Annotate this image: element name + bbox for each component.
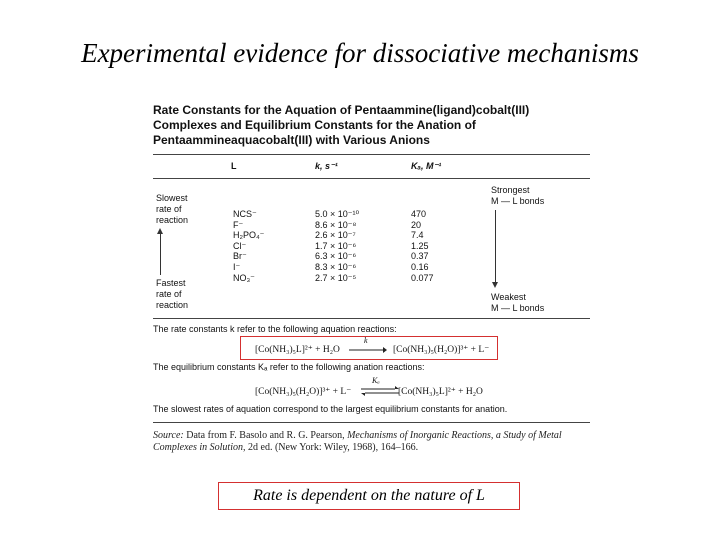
anation-reactants: [Co(NH₃)₅(H₂O)]³⁺ + L⁻ bbox=[255, 387, 352, 397]
arrow-shaft bbox=[495, 210, 496, 284]
slowest-text: Slowest bbox=[156, 193, 188, 203]
ka-column bbox=[411, 209, 434, 283]
k-cell: 2.7 × 10⁻⁵ bbox=[315, 272, 357, 283]
fastest-label bbox=[156, 278, 188, 311]
table-title-line: Pentaammineaquacobalt(III) with Various Anions bbox=[153, 133, 430, 147]
aquation-k-label: k bbox=[364, 336, 368, 345]
arrow-shaft bbox=[160, 233, 161, 275]
source-book-title: Mechanisms of Inorganic Reactions, a Study of Metal Complexes in Solution, bbox=[153, 430, 562, 453]
source-text: Data from F. Basolo and R. G. Pearson, bbox=[186, 430, 345, 441]
slide-title: Experimental evidence for dissociative mechanisms bbox=[81, 38, 639, 68]
ligand-cell: I⁻ bbox=[233, 261, 241, 272]
strongest-text: M — L bonds bbox=[491, 196, 545, 206]
body-rule bbox=[153, 318, 590, 319]
anation-products: [Co(NH₃)₅L]²⁺ + H₂O bbox=[398, 387, 483, 397]
source-edition: 2d ed. (New York: Wiley, 1968), 164–166. bbox=[248, 442, 419, 453]
ligand-cell: Cl⁻ bbox=[233, 240, 247, 251]
slowest-text: rate of bbox=[156, 204, 182, 214]
ka-cell: 7.4 bbox=[411, 230, 424, 241]
k-cell: 2.6 × 10⁻⁷ bbox=[315, 230, 356, 241]
rate-caption-box: Rate is dependent on the nature of L bbox=[218, 482, 520, 510]
table-title bbox=[153, 100, 593, 148]
ka-cell: 0.16 bbox=[411, 261, 429, 272]
bottom-rule bbox=[153, 422, 590, 423]
anation-ka-label: Kₐ bbox=[372, 376, 380, 385]
aquation-products: [Co(NH₃)₅(H₂O)]³⁺ + L⁻ bbox=[393, 345, 490, 355]
note-equilibrium: The equilibrium constants Kₐ refer to the following anation reactions: bbox=[153, 362, 425, 372]
header-row bbox=[153, 161, 593, 175]
header-rule bbox=[153, 178, 590, 179]
top-rule bbox=[153, 154, 590, 155]
weakest-text: M — L bonds bbox=[491, 303, 545, 313]
note-rate-constants: The rate constants k refer to the following aquation reactions: bbox=[153, 324, 397, 334]
ligand-cell: NCS⁻ bbox=[233, 209, 257, 219]
ka-cell: 470 bbox=[411, 209, 427, 219]
forward-arrow-icon bbox=[349, 346, 387, 354]
ka-cell: 0.37 bbox=[411, 251, 429, 262]
ligand-cell: F⁻ bbox=[233, 219, 244, 230]
header-k: k, s⁻¹ bbox=[315, 161, 338, 171]
k-cell: 8.6 × 10⁻⁸ bbox=[315, 219, 357, 230]
k-cell: 5.0 × 10⁻¹⁰ bbox=[315, 209, 360, 219]
fastest-text: rate of bbox=[156, 289, 182, 299]
ligand-column bbox=[233, 209, 264, 283]
source-label: Source: bbox=[153, 430, 184, 441]
fastest-text: reaction bbox=[156, 300, 189, 310]
table-title-line: Complexes and Equilibrium Constants for the Anation of bbox=[153, 118, 476, 132]
ligand-cell: Br⁻ bbox=[233, 251, 247, 262]
ka-cell: 20 bbox=[411, 219, 422, 230]
strongest-text: Strongest bbox=[491, 185, 530, 195]
slowest-text: reaction bbox=[156, 215, 189, 225]
fastest-text: Fastest bbox=[156, 278, 186, 288]
k-cell: 1.7 × 10⁻⁶ bbox=[315, 240, 357, 251]
ka-cell: 0.077 bbox=[411, 272, 434, 283]
note-slowest-rates: The slowest rates of aquation correspond to the largest equilibrium constants for anation. bbox=[153, 404, 508, 414]
weakest-label bbox=[491, 292, 544, 314]
ka-cell: 1.25 bbox=[411, 240, 429, 251]
k-cell: 8.3 × 10⁻⁶ bbox=[315, 261, 357, 272]
equilibrium-arrows-icon bbox=[361, 386, 399, 396]
k-cell: 6.3 × 10⁻⁶ bbox=[315, 251, 357, 262]
weakest-text: Weakest bbox=[491, 292, 526, 302]
arrow-down-icon bbox=[492, 282, 498, 288]
slowest-label bbox=[156, 193, 188, 226]
ligand-cell: H₂PO₄⁻ bbox=[233, 230, 265, 241]
k-column bbox=[315, 209, 359, 283]
ligand-cell: NO₃⁻ bbox=[233, 272, 255, 283]
source-citation bbox=[153, 430, 593, 454]
header-ka: Kₐ, M⁻¹ bbox=[411, 161, 442, 171]
header-ligand: L bbox=[231, 161, 237, 171]
strongest-label bbox=[491, 185, 544, 207]
table-title-line: Rate Constants for the Aquation of Pentaammine(ligand)cobalt(III) bbox=[153, 103, 530, 117]
aquation-reactants: [Co(NH₃)₅L]²⁺ + H₂O bbox=[255, 345, 340, 355]
